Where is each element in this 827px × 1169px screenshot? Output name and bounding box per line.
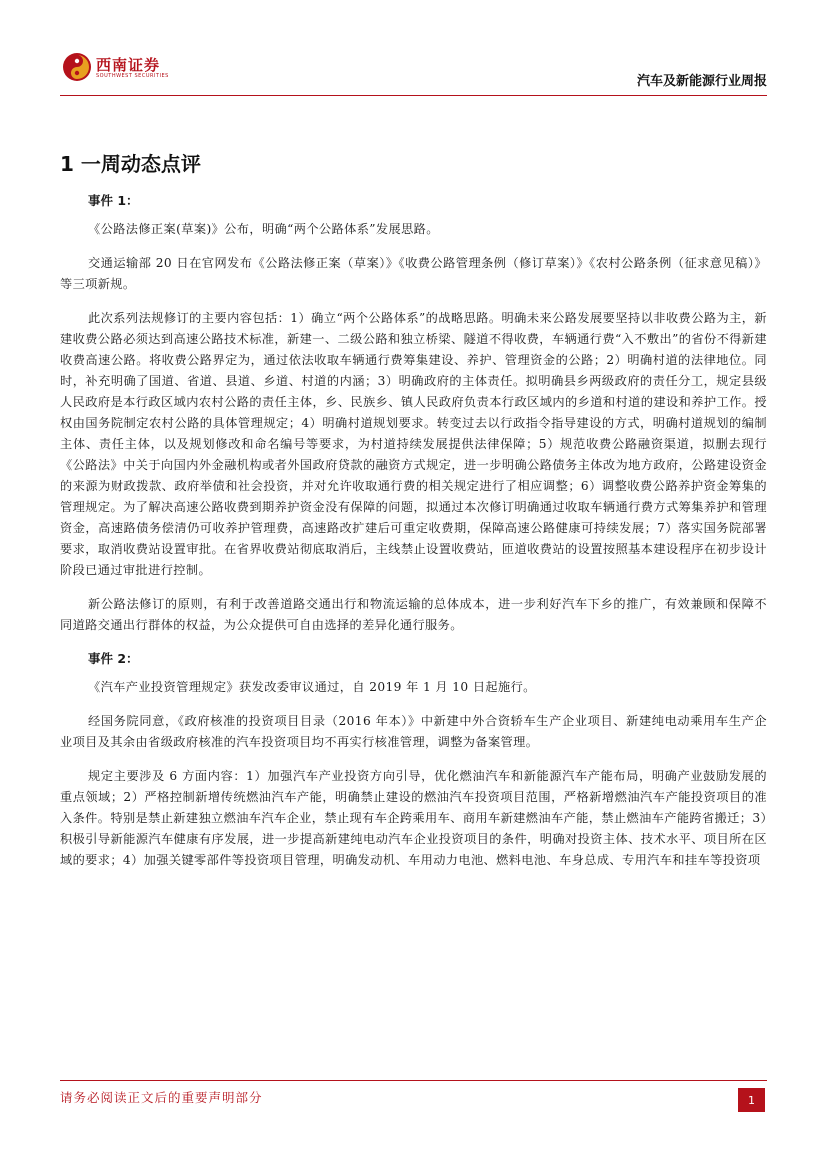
report-name: 汽车及新能源行业周报 bbox=[636, 74, 767, 89]
company-logo bbox=[62, 50, 182, 86]
logo-subtext: SOUTHWEST SECURITIES bbox=[96, 73, 169, 79]
header-divider bbox=[60, 95, 767, 96]
footer-disclaimer: 请务必阅读正文后的重要声明部分 bbox=[60, 1090, 263, 1105]
footer-divider bbox=[60, 1080, 767, 1081]
event-heading: 事件 1： bbox=[88, 193, 139, 208]
page-header bbox=[0, 0, 827, 100]
main-content bbox=[60, 148, 767, 884]
paragraph: 交通运输部 20 日在官网发布《公路法修正案（草案）》《收费公路管理条例（修订草案）》《农村公路条例（征求意见稿）》等三项新规。 bbox=[60, 256, 767, 291]
event-2 bbox=[60, 649, 767, 871]
paragraph: 《汽车产业投资管理规定》获发改委审议通过，自 2019 年 1 月 10 日起施行。 bbox=[88, 680, 536, 694]
event-1 bbox=[60, 191, 767, 636]
paragraph: 《公路法修正案(草案)》公布，明确“两个公路体系”发展思路。 bbox=[88, 222, 439, 236]
paragraph: 经国务院同意，《政府核准的投资项目目录（2016 年本）》中新建中外合资轿车生产企业项目、新建纯电动乘用车生产企业项目及其余由省级政府核准的汽车投资项目均不再实行核准管理，调整为备案管理。 bbox=[60, 714, 767, 749]
event-heading: 事件 2： bbox=[88, 651, 139, 666]
paragraph: 此次系列法规修订的主要内容包括：1）确立“两个公路体系”的战略思路。明确未来公路发展要坚持以非收费公路为主，新建收费公路必须达到高速公路技术标准，新建一、二级公路和独立桥梁、隧道不得收费，车辆通行费“入不敷出”的省份不得新建收费高速公路。将收费公路界定为，通过依法收取车辆通行费筹集建设、养护、管理资金的公路；2）明确村道的法律地位。同时，补充明确了国道、省道、县道、乡道、村道的内涵；3）明确政府的主体责任。拟明确县乡两级政府的责任分工，规定县级人民政府是本行政区域内农村公路的责任主体，乡、民族乡、镇人民政府负责本行政区域内的乡道和村道的建设和养护工作。授权由国务院制定农村公路的具体管理规定；4）明确村道规划要求。转变过去以行政指令指导建设的方式，明确村道规划的编制主体、责任主体，以及规划修改和命名编号等要求，为村道持续发展提供法律保障；5）规范收费公路融资渠道，拟删去现行《公路法》中关于向国内外金融机构或者外国政府贷款的融资方式规定，进一步明确公路债务主体改为地方政府，公路建设资金的来源为财政拨款、政府举债和社会投资，并对允许收取通行费的相关规定进行了相应调整；6）调整收费公路养护资金筹集的管理规定。为了解决高速公路收费到期养护资金没有保障的问题，拟通过本次修订明确通过收取车辆通行费方式筹集养护和管理资金，高速路债务偿清仍可收养护管理费，高速路改扩建后可重定收费期，保障高速公路健康可持续发展；7）落实国务院部署要求，取消收费站设置审批。在省界收费站彻底取消后，主线禁止设置收费站，匝道收费站的设置按照基本建设程序在初步设计阶段已通过审批进行控制。 bbox=[60, 311, 767, 577]
section-title: 1 一周动态点评 bbox=[60, 152, 201, 176]
page-number: 1 bbox=[738, 1088, 765, 1112]
logo-emblem-icon bbox=[62, 52, 92, 82]
paragraph: 规定主要涉及 6 方面内容：1）加强汽车产业投资方向引导，优化燃油汽车和新能源汽车产能布局，明确产业鼓励发展的重点领域；2）严格控制新增传统燃油汽车产能，明确禁止建设的燃油汽车投资项目范围，严格新增燃油汽车产能投资项目的准入条件。特别是禁止新建独立燃油车汽车企业，禁止现有车企跨乘用车、商用车新建燃油车产能，禁止燃油车产能跨省搬迁；3）积极引导新能源汽车健康有序发展，进一步提高新建纯电动汽车企业投资项目的条件，明确对投资主体、技术水平、项目所在区域的要求；4）加强关键零部件等投资项目管理，明确发动机、车用动力电池、燃料电池、车身总成、专用汽车和挂车等投资项 bbox=[60, 769, 767, 867]
paragraph: 新公路法修订的原则，有利于改善道路交通出行和物流运输的总体成本，进一步利好汽车下乡的推广，有效兼顾和保障不同道路交通出行群体的权益，为公众提供可自由选择的差异化通行服务。 bbox=[60, 597, 767, 632]
logo-text: 西南证券 bbox=[96, 56, 161, 74]
